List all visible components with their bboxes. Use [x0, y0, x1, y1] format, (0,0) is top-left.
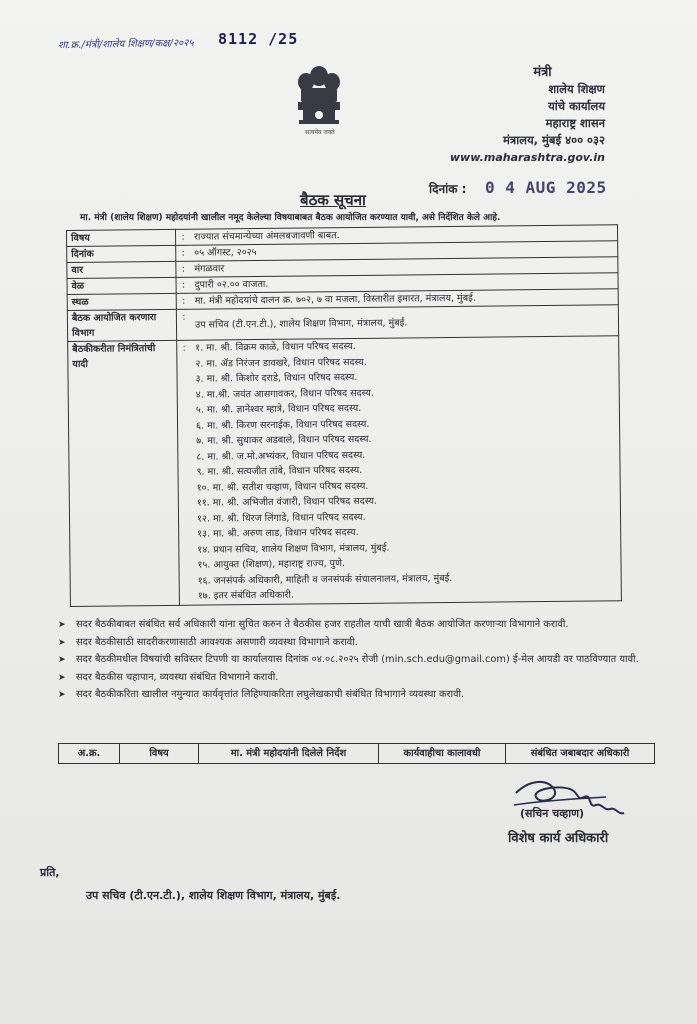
emblem-motto: सत्यमेव जयते	[305, 129, 335, 136]
office-line: मंत्री	[533, 65, 552, 80]
row-value: ०५ ऑगस्ट, २०२५	[190, 241, 618, 261]
row-value: राज्यात संचमान्येच्या अंमलबजावणी बाबत.	[190, 225, 618, 245]
list-item: ➤ सदर बैठकीबाबत संबंधित सर्व अधिकारी यांना सुचित करुन ते बैठकीस हजर राहतील याची खात्री बैठक आयोजित करणाऱ्या विभागाने करावी.	[58, 618, 658, 633]
signatory-designation: विशेष कार्य अधिकारी	[508, 831, 609, 846]
row-label: वेळ	[67, 277, 176, 294]
row-value: दुपारी ०२.०० वाजता.	[191, 273, 619, 293]
row-label: बैठक आयोजित करणारा विभाग	[67, 309, 176, 341]
minutes-format-table	[58, 743, 655, 764]
table-row: बैठक आयोजित करणारा विभाग : उप सचिव (टी.एन.टी.), शालेय शिक्षण विभाग, मंत्रालय, मुंबई.	[67, 305, 618, 342]
list-item: १५. आयुक्त (शिक्षण), महाराष्ट्र राज्य, पुणे.	[197, 558, 346, 571]
column-header: कार्यवाहीचा कालावधी	[379, 744, 506, 764]
list-item: ९. मा. श्री. सत्यजीत तांबे, विधान परिषद सदस्य.	[196, 464, 363, 478]
reference-number: 8112 /25	[218, 30, 299, 48]
office-line: मंत्रालय, मुंबई ४०० ०३२	[502, 133, 605, 147]
list-item: १४. प्रधान सचिव, शालेय शिक्षण विभाग, मंत्रालय, मुंबई.	[197, 542, 390, 556]
list-item: ➤ सदर बैठकीस चहापान, व्यवस्था संबंधित विभागाने करावी.	[58, 671, 658, 686]
table-row: दिनांक : ०५ ऑगस्ट, २०२५	[67, 241, 618, 263]
list-item: ८. मा. श्री. ज.मो.अभ्यंकर, विधान परिषद सदस्य.	[196, 449, 366, 463]
list-item: ➤ सदर बैठकीमधील विषयांची सविस्तर टिपणी या कार्यालयास दिनांक ०४.०८.२०२५ रोजी (min.sch.edu@gmail.com) ई-मेल आयडी वर पाठविण्यात यावी.	[58, 653, 658, 668]
office-address	[420, 64, 605, 166]
instructions-list	[58, 618, 658, 706]
list-item: १०. मा. श्री. सतीश चव्हाण, विधान परिषद सदस्य.	[196, 480, 369, 494]
meeting-details-table	[66, 224, 622, 606]
list-item: १२. मा. श्री. धिरज लिंगाडे, विधान परिषद सदस्य.	[196, 511, 366, 525]
row-label: विषय	[67, 229, 176, 246]
table-row: वेळ : दुपारी ०२.०० वाजता.	[67, 273, 618, 295]
row-label: बैठकीकरीता निमंत्रितांची यादी	[68, 340, 180, 606]
handwritten-signature	[510, 775, 630, 831]
list-item: ४. मा.श्री. जयंत आसगावकर, विधान परिषद सदस्य.	[195, 387, 374, 401]
signatory-name: (सचिन चव्हाण)	[520, 807, 585, 820]
list-item: २. मा. ॲड निरंजन डावखरे, विधान परिषद सदस्य.	[195, 356, 367, 370]
list-item: ➤ सदर बैठकीसाठी सादरीकरणासाठी आवश्यक असणारी व्यवस्था विभागाने करावी.	[58, 636, 658, 651]
column-header: संबंधित जबाबदार अधिकारी	[506, 744, 655, 764]
reference-prefix: शा.क्र./मंत्री/शालेय शिक्षण/कक्ष/२०२५	[57, 37, 194, 52]
arrow-bullet-icon: ➤	[58, 655, 66, 665]
date-label: दिनांक :	[429, 182, 467, 196]
row-label: वार	[67, 261, 176, 278]
list-item: ५. मा. श्री. ज्ञानेश्वर म्हात्रे, विधान परिषद सदस्य.	[195, 402, 362, 416]
arrow-bullet-icon: ➤	[58, 637, 66, 648]
row-value: उप सचिव (टी.एन.टी.), शालेय शिक्षण विभाग, मंत्रालय, मुंबई.	[191, 305, 619, 340]
table-row: बैठकीकरीता निमंत्रितांची यादी : १. मा. श्री. विक्रम काळे, विधान परिषद सदस्य. २. मा. ॲड निरंजन डावखरे, विधान परिषद सदस्य. ३. मा. श्री. किशोर दराडे, विधान परिषद सदस्य. ४. मा.श्री. जयंत आसगावकर, विधान परिषद सदस्य. ५. मा. श्री. ज्ञानेश्वर म्हात्रे, विधान परिषद सदस्य. ६. मा. श्री. किरण सरनाईक, विधान परिषद सदस्य. ७. मा. श्री. सुधाकर अडबाले, विधान परिषद सदस्य. ८. मा. श्री. ज.मो.अभ्यंकर, विधान परिषद सदस्य. ९. मा. श्री. सत्यजीत तांबे, विधान परिषद सदस्य. १०. मा. श्री. सतीश चव्हाण, विधान परिषद सदस्य. ११. मा. श्री. अभिजीत वंजारी, विधान परिषद सदस्य. १२. मा. श्री. धिरज लिंगाडे, विधान परिषद सदस्य. १३. मा. श्री. अरुण लाड, विधान परिषद सदस्य. १४. प्रधान सचिव, शालेय शिक्षण विभाग, मंत्रालय, मुंबई. १५. आयुक्त (शिक्षण), महाराष्ट्र राज्य, पुणे. १६. जनसंपर्क अधिकारी, माहिती व जनसंपर्क संचालनालय, मंत्रालय, मुंबई. १७. इतर संबंधित अधिकारी.	[68, 336, 622, 606]
list-item: १३. मा. श्री. अरुण लाड, विधान परिषद सदस्य.	[197, 526, 359, 540]
office-line: शालेय शिक्षण	[548, 82, 605, 96]
list-item: १७. इतर संबंधित अधिकारी.	[197, 589, 295, 602]
office-line: यांचे कार्यालय	[548, 99, 605, 113]
table-row: वार : मंगळवार	[67, 257, 618, 279]
list-item: १६. जनसंपर्क अधिकारी, माहिती व जनसंपर्क संचालनालय, मंत्रालय, मुंबई.	[197, 572, 453, 587]
copy-to-recipient: उप सचिव (टी.एन.टी.), शालेय शिक्षण विभाग, मंत्रालय, मुंबई.	[86, 889, 341, 902]
arrow-bullet-icon: ➤	[58, 620, 66, 630]
row-label: स्थळ	[67, 293, 176, 310]
list-item: ६. मा. श्री. किरण सरनाईक, विधान परिषद सदस्य.	[195, 418, 370, 432]
table-header-row	[59, 744, 655, 764]
table-row: स्थळ : मा. मंत्री महोदयांचे दालन क्र. ७०२, ७ वा मजला, विस्तारीत इमारत, मंत्रालय, मुंबई.	[67, 289, 618, 311]
table-row: विषय : राज्यात संचमान्येच्या अंमलबजावणी बाबत.	[67, 225, 618, 247]
row-label: दिनांक	[67, 245, 176, 262]
list-item: ७. मा. श्री. सुधाकर अडबाले, विधान परिषद सदस्य.	[196, 433, 372, 447]
row-value: मा. मंत्री महोदयांचे दालन क्र. ७०२, ७ वा मजला, विस्तारीत इमारत, मंत्रालय, मुंबई.	[191, 289, 619, 309]
website: www.maharashtra.gov.in	[449, 151, 605, 164]
row-value: मंगळवार	[190, 257, 618, 277]
arrow-bullet-icon: ➤	[58, 690, 66, 700]
list-item: ११. मा. श्री. अभिजीत वंजारी, विधान परिषद सदस्य.	[196, 495, 378, 509]
page-title: बैठक सूचना	[300, 191, 366, 209]
intro-text: मा. मंत्री (शालेय शिक्षण) महोदयांनी खालील नमूद केलेल्या विषयाबाबत बैठक आयोजित करण्यात यावी, असे निर्देशित केले आहे.	[80, 213, 501, 223]
column-header: अ.क्र.	[59, 744, 120, 764]
column-header: विषय	[120, 744, 199, 764]
invitee-list	[191, 336, 621, 605]
column-header: मा. मंत्री महोदयांनी दिलेले निर्देश	[199, 744, 379, 764]
list-item: १. मा. श्री. विक्रम काळे, विधान परिषद सदस्य.	[195, 340, 356, 354]
arrow-bullet-icon: ➤	[58, 672, 66, 683]
copy-to-label: प्रति,	[40, 866, 60, 879]
office-line: महाराष्ट्र शासन	[545, 116, 605, 130]
date-stamp: 0 4 AUG 2025	[485, 178, 607, 197]
list-item: ३. मा. श्री. किशोर दराडे, विधान परिषद सदस्य.	[195, 371, 358, 385]
list-item: ➤ सदर बैठकीकरिता खालील नमुन्यात कार्यवृत्तांत लिहिण्याकरिता लघुलेखकाची संबंधित विभागाने व्यवस्था करावी.	[58, 688, 658, 703]
